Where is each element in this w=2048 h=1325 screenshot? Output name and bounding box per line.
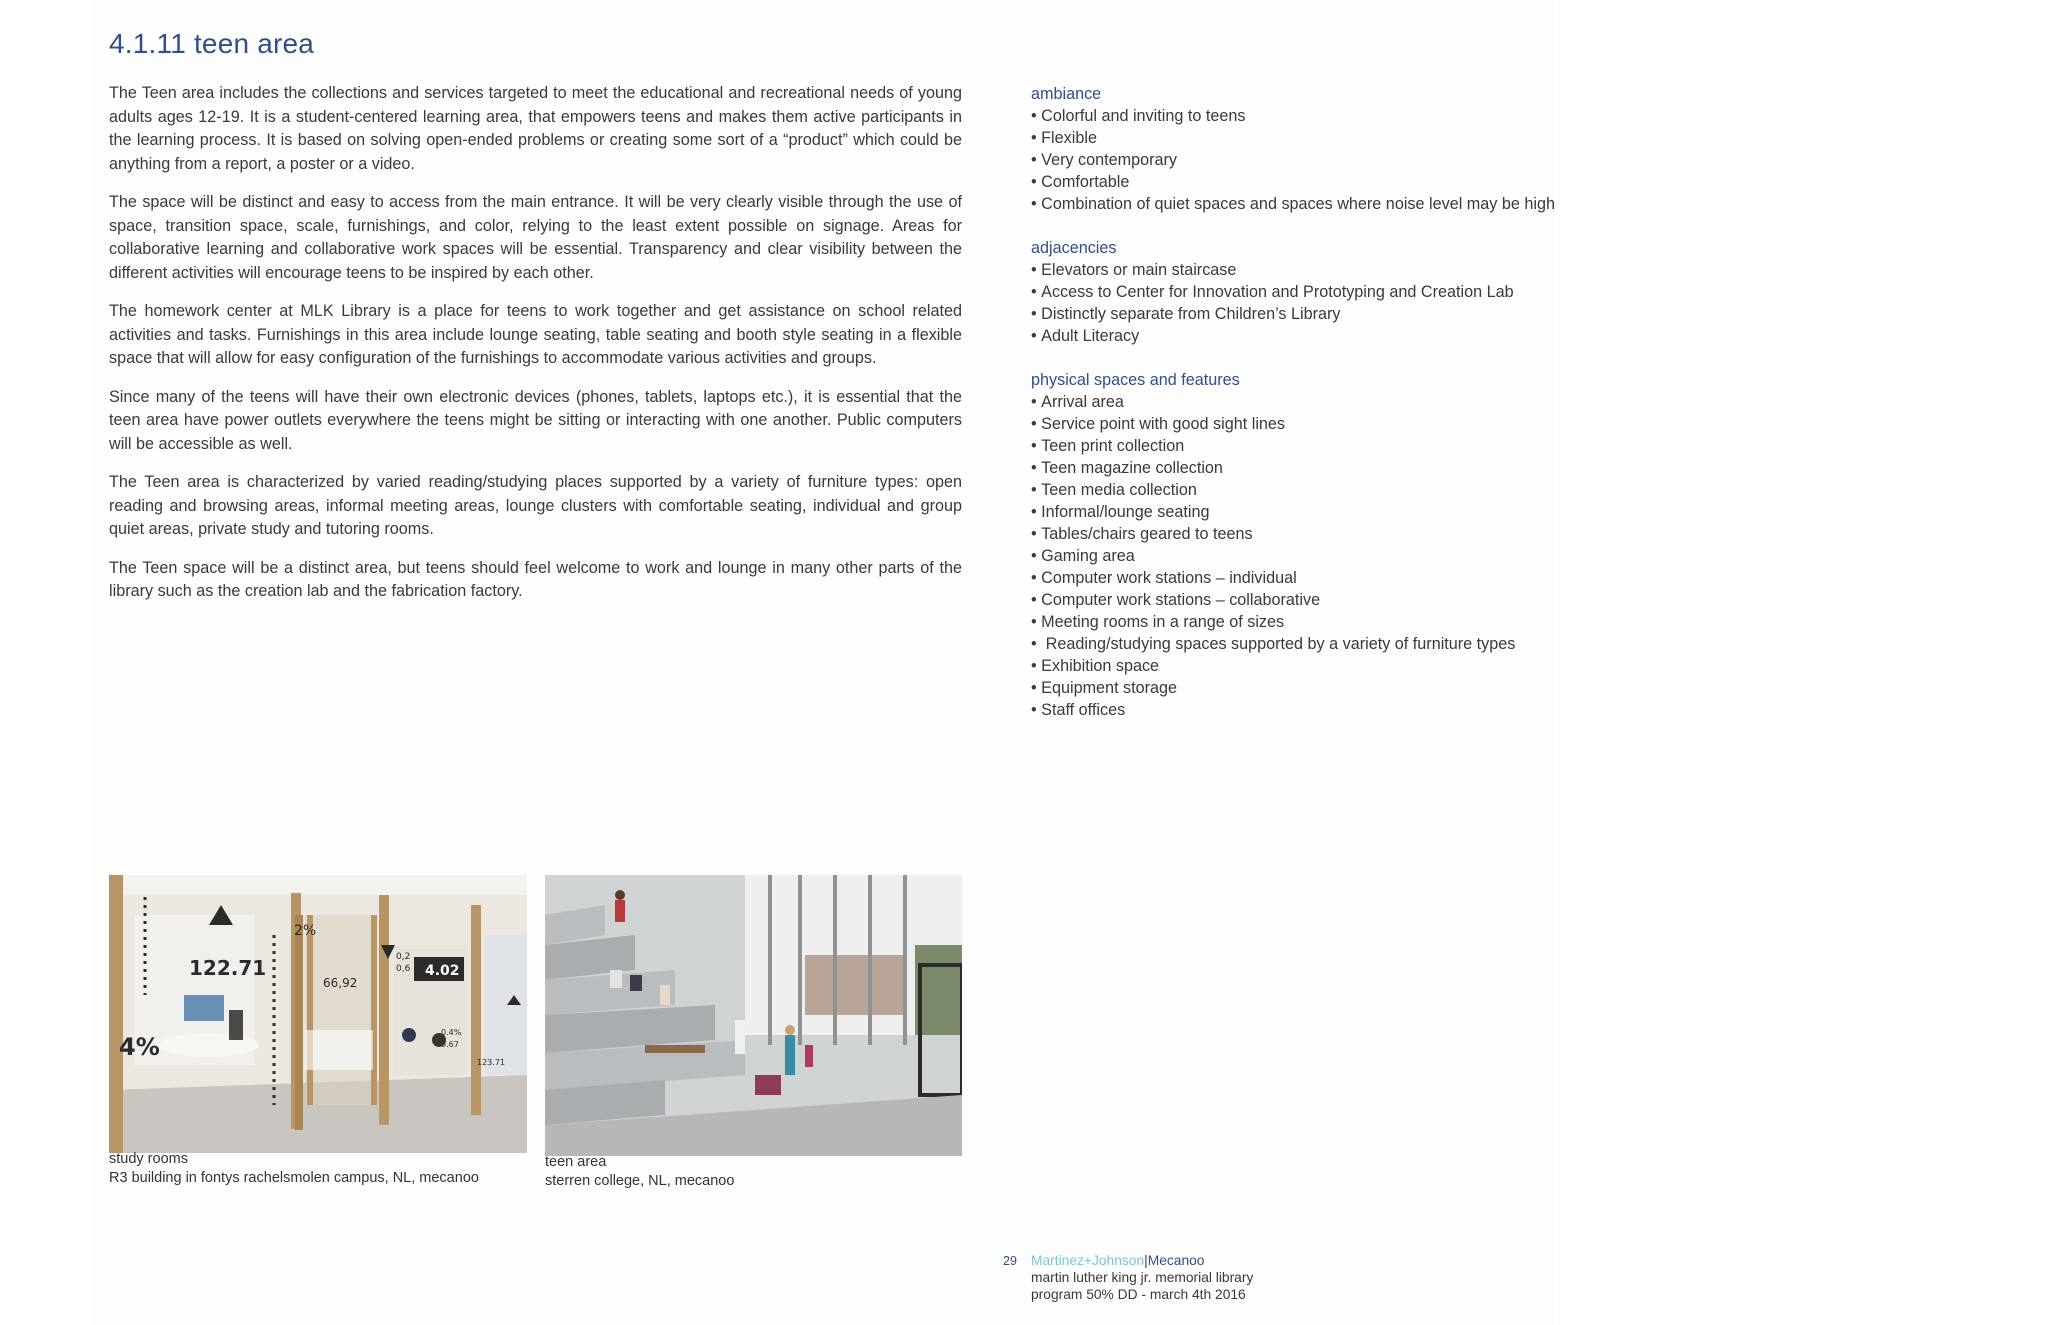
study-rooms-caption bbox=[109, 1150, 479, 1188]
teen-area-caption bbox=[545, 1153, 734, 1191]
physical-spaces-heading: physical spaces and features bbox=[1031, 371, 1240, 389]
list-item: • Exhibition space bbox=[1031, 655, 1591, 677]
brand-separator: | bbox=[1144, 1253, 1148, 1268]
wall-number: 4.02 bbox=[425, 963, 460, 979]
list-item: • Teen media collection bbox=[1031, 479, 1591, 501]
wall-number: 66,92 bbox=[323, 976, 358, 990]
list-item: • Very contemporary bbox=[1031, 149, 1591, 171]
list-item: • Computer work stations – individual bbox=[1031, 567, 1591, 589]
wall-number: 4% bbox=[119, 1033, 160, 1061]
list-item: • Comfortable bbox=[1031, 171, 1591, 193]
body-text-column bbox=[109, 82, 962, 619]
requirements-column bbox=[1031, 83, 1591, 743]
wall-number: 123.71 bbox=[477, 1058, 505, 1067]
wall-number: 0,6 bbox=[396, 964, 411, 974]
wall-number: 0,2 bbox=[396, 952, 411, 962]
list-item: • Computer work stations – collaborative bbox=[1031, 589, 1591, 611]
footer-brand-line bbox=[1031, 1252, 1253, 1269]
list-item: • Informal/lounge seating bbox=[1031, 501, 1591, 523]
caption-title: teen area bbox=[545, 1154, 607, 1170]
list-item: • Adult Literacy bbox=[1031, 325, 1591, 347]
brand-martinez-johnson: Martinez+Johnson bbox=[1031, 1253, 1145, 1268]
paragraph-distinct-area: The Teen space will be a distinct area, but teens should feel welcome to work and lounge in many other parts of the library such as the creation lab and the fabrication factory. bbox=[109, 558, 962, 600]
list-item: • Elevators or main staircase bbox=[1031, 259, 1591, 281]
footer-program-date: program 50% DD - march 4th 2016 bbox=[1031, 1287, 1246, 1302]
page-number: 29 bbox=[1003, 1254, 1017, 1268]
list-item: • Equipment storage bbox=[1031, 677, 1591, 699]
wall-number: 122.71 bbox=[189, 956, 267, 980]
list-item: • Arrival area bbox=[1031, 391, 1591, 413]
caption-source: R3 building in fontys rachelsmolen campus, NL, mecanoo bbox=[109, 1170, 479, 1186]
ambiance-section bbox=[1031, 83, 1591, 215]
footer bbox=[1031, 1252, 1253, 1303]
list-item: • Teen magazine collection bbox=[1031, 457, 1591, 479]
paragraph-homework-center: The homework center at MLK Library is a place for teens to work together and get assistance on school related activities and tasks. Furnishings in this area include lounge seating, table seating and booth style seating in a flexible space that will allow for easy configuration of the furnishings to accommodate various activities and groups. bbox=[109, 302, 962, 367]
list-item: • Reading/studying spaces supported by a variety of furniture types bbox=[1031, 633, 1591, 655]
caption-source: sterren college, NL, mecanoo bbox=[545, 1173, 735, 1189]
paragraph-devices: Since many of the teens will have their own electronic devices (phones, tablets, laptops etc.), it is essential that the teen area have power outlets everywhere the teens might be sitting or interacting with one another. Public computers will be accessible as well. bbox=[109, 387, 962, 453]
wall-number: 2% bbox=[294, 923, 317, 939]
physical-spaces-section bbox=[1031, 369, 1591, 721]
list-item: • Colorful and inviting to teens bbox=[1031, 105, 1591, 127]
list-item: • Access to Center for Innovation and Prototyping and Creation Lab bbox=[1031, 281, 1591, 303]
footer-project-name: martin luther king jr. memorial library bbox=[1031, 1270, 1254, 1285]
brand-mecanoo: Mecanoo bbox=[1147, 1253, 1205, 1268]
study-rooms-illustration bbox=[109, 875, 527, 1153]
wall-number: 0.67 bbox=[441, 1040, 459, 1049]
paragraph-intro: The Teen area includes the collections and services targeted to meet the educational and recreational needs of young adults ages 12-19. It is a student-centered learning area, that empowers teens and makes them active participants in the learning process. It is based on solving open-ended problems or creating some sort of a “product” which could be anything from a report, a poster or a video. bbox=[109, 84, 962, 173]
list-item: • Combination of quiet spaces and spaces where noise level may be high bbox=[1031, 193, 1591, 215]
list-item: • Gaming area bbox=[1031, 545, 1591, 567]
paragraph-access: The space will be distinct and easy to access from the main entrance. It will be very clearly visible through the use of space, transition space, scale, furnishings, and color, relying to the least extent possible on signage. Areas for collaborative learning and collaborative work spaces will be essential. Transparency and clear visibility between the different activities will encourage teens to be inspired by each other. bbox=[109, 193, 962, 282]
wall-number: 0.4% bbox=[441, 1028, 462, 1037]
list-item: • Staff offices bbox=[1031, 699, 1591, 721]
page-title: 4.1.11 teen area bbox=[109, 28, 315, 59]
list-item: • Tables/chairs geared to teens bbox=[1031, 523, 1591, 545]
teen-area-illustration bbox=[545, 875, 962, 1156]
list-item: • Teen print collection bbox=[1031, 435, 1591, 457]
caption-title: study rooms bbox=[109, 1151, 188, 1167]
list-item: • Meeting rooms in a range of sizes bbox=[1031, 611, 1591, 633]
study-rooms-photo bbox=[109, 875, 527, 1153]
list-item: • Service point with good sight lines bbox=[1031, 413, 1591, 435]
ambiance-heading: ambiance bbox=[1031, 85, 1102, 103]
adjacencies-section bbox=[1031, 237, 1591, 347]
teen-area-photo bbox=[545, 875, 962, 1156]
adjacencies-heading: adjacencies bbox=[1031, 239, 1117, 257]
paragraph-furniture: The Teen area is characterized by varied reading/studying places supported by a variety of furniture types: open reading and browsing areas, informal meeting areas, lounge clusters with comfortable seating, individual and group quiet areas, private study and tutoring rooms. bbox=[109, 473, 962, 538]
list-item: • Distinctly separate from Children’s Library bbox=[1031, 303, 1591, 325]
list-item: • Flexible bbox=[1031, 127, 1591, 149]
